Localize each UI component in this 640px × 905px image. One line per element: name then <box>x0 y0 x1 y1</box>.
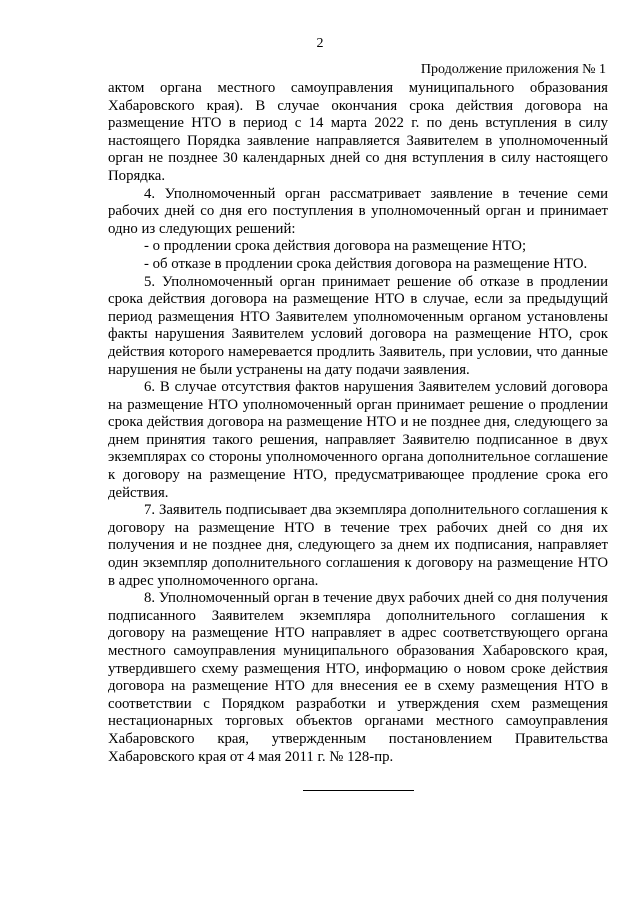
paragraph-6: 6. В случае отсутствия фактов нарушения Заявителем условий договора на размещение НТО уполномоченный орган принимает решение о продлении срока действия договора на размещение НТО и не позднее дня, следующего за днем принятия такого решения, направляет Заявителю подписанное в двух экземплярах со стороны уполномоченного органа дополнительное соглашение к договору на размещение НТО, предусматривающее продление срока его действия. <box>108 379 608 501</box>
paragraph-7: 7. Заявитель подписывает два экземпляра дополнительного соглашения к договору на размещение НТО в течение трех рабочих дней со дня их получения и не позднее дня, следующего за днем их подписания, направляет один экземпляр дополнительного соглашения к договору на размещение НТО в адрес уполномоченного органа. <box>108 502 608 589</box>
continuation-note: Продолжение приложения № 1 <box>420 62 606 77</box>
paragraph-4: 4. Уполномоченный орган рассматривает заявление в течение семи рабочих дней со дня его поступления в уполномоченный орган и принимает одно из следующих решений: <box>108 185 608 237</box>
end-separator-line <box>303 790 414 791</box>
paragraph-5: 5. Уполномоченный орган принимает решение об отказе в продлении срока действия договора на размещение НТО в случае, если за предыдущий период размещения НТО Заявителем уполномоченным органом установлены факты нарушения Заявителем условий договора на размещение НТО, срок действия которого намеревается продлить Заявитель, при условии, что данные нарушения не были устранены на дату подачи заявления. <box>108 273 608 378</box>
list-item-refusal: - об отказе в продлении срока действия договора на размещение НТО. <box>144 255 588 272</box>
page-number: 2 <box>316 36 324 51</box>
paragraph-8: 8. Уполномоченный орган в течение двух рабочих дней со дня получения подписанного Заявителем экземпляра дополнительного соглашения к договору на размещение НТО направляет в адрес соответствующего органа местного самоуправления муниципального образования Хабаровского края, утвердившего схему размещения НТО, информацию о новом сроке действия договора на размещение НТО для внесения ее в схему размещения НТО в соответствии с Порядком разработки и утверждения схем размещения нестационарных торговых объектов органами местного самоуправления Хабаровского края, утвержденным постановлением Правительства Хабаровского края от 4 мая 2011 г. № 128-пр. <box>108 590 608 765</box>
list-item-extension: - о продлении срока действия договора на размещение НТО; <box>144 238 527 255</box>
paragraph-continuation: актом органа местного самоуправления муниципального образования Хабаровского края). В случае окончания срока действия договора на размещение НТО в период с 14 марта 2022 г. по день вступления в силу настоящего Порядка заявление направляется Заявителем в уполномоченный орган не позднее 30 календарных дней со дня вступления в силу настоящего Порядка. <box>108 80 608 184</box>
body-text <box>108 80 608 766</box>
